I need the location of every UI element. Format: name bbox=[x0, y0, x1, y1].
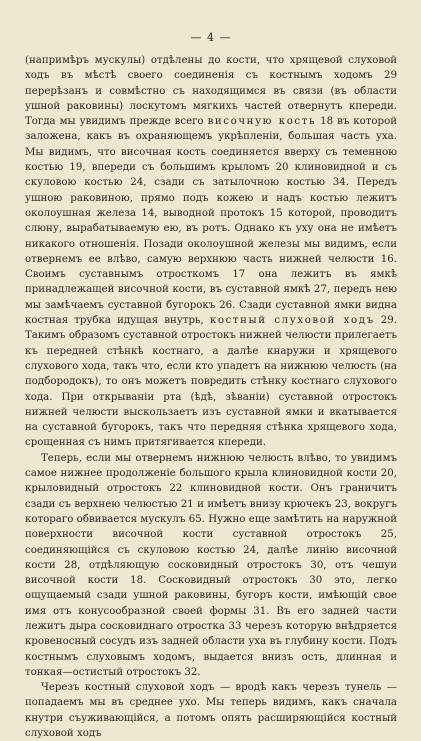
paragraph bbox=[25, 451, 397, 680]
emphasized-term: костный слуховой ходъ bbox=[209, 315, 375, 327]
paragraph-text: Теперь, если мы отвернемъ нижнюю челюсть влѣво, то увидимъ самое нижнее продолженіе большого крыла клиновидной кости 20, крыловидный отростокъ 22 клиновидной кости. Онъ граничитъ сзади съ верхнею челюстью 21 и имѣетъ внизу крючекъ 23, вокругъ котораго обвивается мускулъ 65. Нужно еще замѣтить на наружной поверхности височной кости суставной отростокъ 25, соединяющійся съ скуловою костью 24, далѣе линію височной кости 28, отдѣляющую сосковидный отростокъ 30, отъ чешуи височной кости 18. Сосковидный отростокъ 30 это, легко ощущаемый сзади ушной раковины, бугоръ кости, имѣющій свое имя отъ конусообразной своей формы 31. Въ его задней части лежитъ дыра сосковиднаго отростка 33 черезъ которую внѣдряется кровеносный сосудъ изъ задней области уха въ глубину кости. Подъ костнымъ слуховымъ ходомъ, выдается внизъ ость, длинная и тонкая—остистый отростокъ 32. bbox=[25, 452, 397, 678]
paragraph bbox=[25, 53, 397, 451]
paragraph bbox=[25, 680, 397, 741]
paragraph-text: (напримѣръ мускулы) отдѣлены до кости, что хрящевой слуховой ходъ въ мѣстѣ своего соединенія съ костнымъ ходомъ 29 перерѣзанъ и совмѣстно съ находящимся въ связи (въ области ушной раковины) лоскутомъ мягкихъ частей отвернутъ кпереди. Тогда мы увидимъ прежде всего bbox=[25, 55, 397, 128]
page-body bbox=[25, 53, 397, 741]
paragraph-text: Черезъ костный слуховой ходъ — вродѣ какъ черезъ тунель — попадаемъ мы въ среднее ухо. Мы теперь видимъ, какъ сначала кнутри съуживающійся, а потомъ опять расширяющійся костный слуховой ходъ bbox=[25, 682, 397, 740]
page-number-header: — 4 — bbox=[190, 31, 232, 44]
paragraph-text: 29. Такимъ образомъ суставной отростокъ нижней челюсти прилегаетъ къ передней стѣнкѣ костнаго, а далѣе кнаружи и хрящевого слухового хода, такъ что, если кто упадетъ на нижнюю челюсть (на подбородокъ), то онъ можетъ повредить стѣнку костнаго слухового хода. При открываніи рта (ѣдѣ, зѣваніи) суставной отростокъ нижней челюсти выскользаетъ изъ суставной ямки и вкатывается на суставной бугорокъ, такъ что передняя стѣнка хрящевого хода, срощенная съ нимъ притягивается кпереди. bbox=[25, 315, 397, 449]
paragraph-text: 18 въ которой заложена, какъ въ охраняющемъ укрѣпленіи, большая часть уха. Мы видимъ, что височная кость соединяется вверху съ теменною костью 19, впереди съ большимъ крыломъ 20 клиновидной и съ скуловою костью 24, сзади съ затылочною костью 34. Передъ ушною раковиною, прямо подъ кожею и надъ костью лежитъ околоушная железа 14, выводной протокъ 15 которой, проводитъ слюну, вырабатываемую ею, въ ротъ. Однако къ уху она не имѣетъ никакого отношенія. Позади околоушной железы мы видимъ, если отвернемъ ее влѣво, самую верхнюю часть нижней челюсти 16. Своимъ суставнымъ отросткомъ 17 она лежитъ въ ямкѣ принадлежащей височной кости, въ суставной ямкѣ 27, передъ нею мы замѣчаемъ суставной бугорокъ 26. Сзади суставной ямки видна костная трубка идущая внутрь, bbox=[25, 116, 398, 327]
emphasized-term: височную кость bbox=[207, 116, 317, 128]
